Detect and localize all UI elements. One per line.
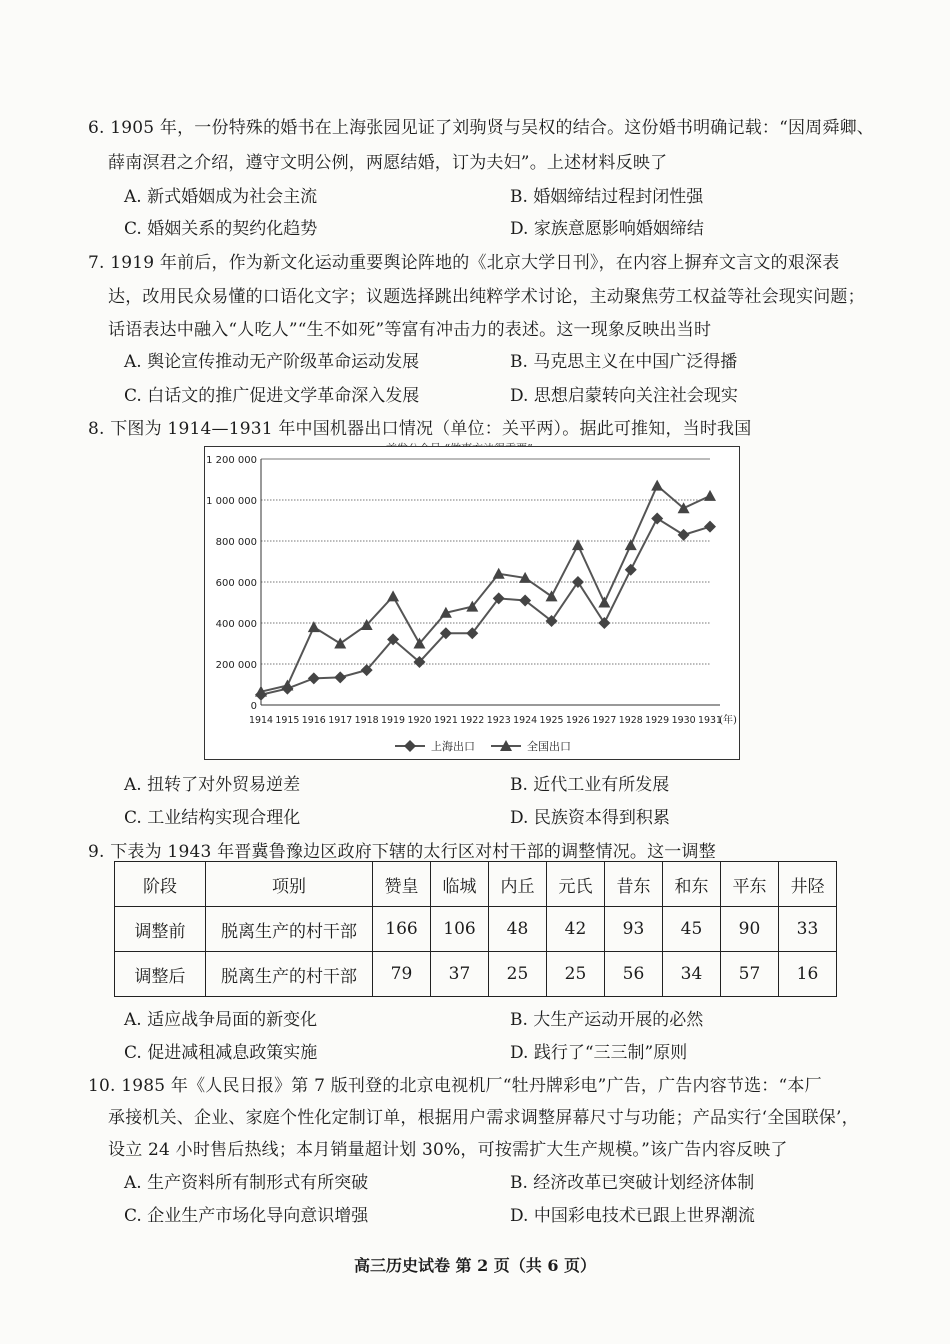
q9-option-d: D. 践行了“三三制”原则	[510, 1043, 688, 1063]
data-point-diamond	[308, 672, 320, 684]
y-tick-label: 600 000	[215, 578, 257, 589]
table-header-row	[115, 862, 837, 907]
q6-option-c: C. 婚姻关系的契约化趋势	[124, 219, 318, 239]
x-axis-label: (年)	[719, 715, 737, 726]
q7-stem-line-3: 话语表达中融入“人吃人”“生不如死”等富有冲击力的表述。这一现象反映出当时	[108, 320, 712, 340]
y-tick-label: 800 000	[215, 537, 257, 548]
data-point-diamond	[651, 512, 663, 524]
q10-stem-line-1: 10. 1985 年《人民日报》第 7 版刊登的北京电视机厂“牡丹牌彩电”广告，广告内容节选：“本厂	[88, 1076, 822, 1096]
data-point-diamond	[704, 521, 716, 533]
q7-option-a: A. 舆论宣传推动无产阶级革命运动发展	[124, 352, 420, 372]
x-tick-label: 1919	[381, 715, 406, 726]
q10-stem-line-2: 承接机关、企业、家庭个性化定制订单，根据用户需求调整屏幕尺寸与功能；产品实行‘全国联保’，	[108, 1108, 859, 1128]
y-tick-label: 0	[250, 701, 257, 712]
x-tick-label: 1928	[618, 715, 644, 726]
table-cell: 79	[373, 952, 431, 997]
series-line-1	[261, 518, 710, 694]
q10-option-a: A. 生产资料所有制形式有所突破	[124, 1173, 369, 1193]
q9-option-a: A. 适应战争局面的新变化	[124, 1010, 318, 1030]
q6-stem-line-1: 6. 1905 年，一份特殊的婚书在上海张园见证了刘驹贤与吴权的结合。这份婚书明确记载：“因周舜卿、	[88, 118, 874, 138]
x-tick-label: 1924	[513, 715, 538, 726]
data-point-triangle	[546, 590, 558, 601]
q7-stem-line-1: 7. 1919 年前后，作为新文化运动重要舆论阵地的《北京大学日刊》，在内容上摒弃文言文的艰深表	[88, 253, 840, 273]
x-tick-label: 1923	[486, 715, 511, 726]
y-tick-label: 1 000 000	[206, 496, 257, 507]
table-cell: 25	[547, 952, 605, 997]
table-cell: 106	[431, 907, 489, 952]
cadre-adjustment-table	[114, 861, 837, 997]
x-tick-label: 1929	[645, 715, 670, 726]
data-point-triangle	[598, 597, 610, 608]
data-point-diamond	[625, 564, 637, 576]
q6-option-d: D. 家族意愿影响婚姻缔结	[510, 219, 704, 239]
q7-option-c: C. 白话文的推广促进文学革命深入发展	[124, 386, 420, 406]
table-header-cell: 临城	[431, 862, 489, 907]
q10-option-d: D. 中国彩电技术已跟上世界潮流	[510, 1206, 755, 1226]
data-point-triangle	[704, 490, 716, 501]
x-tick-label: 1925	[539, 715, 564, 726]
table-row	[115, 907, 837, 952]
x-tick-label: 1931	[698, 715, 722, 726]
table-header-cell: 昔东	[605, 862, 663, 907]
q6-option-b: B. 婚姻缔结过程封闭性强	[510, 187, 704, 207]
table-cell: 90	[721, 907, 779, 952]
x-tick-label: 1920	[407, 715, 432, 726]
x-tick-label: 1916	[301, 715, 327, 726]
table-cell: 166	[373, 907, 431, 952]
data-point-triangle	[334, 638, 346, 649]
table-cell: 48	[489, 907, 547, 952]
q6-option-a: A. 新式婚姻成为社会主流	[124, 187, 318, 207]
table-cell: 16	[779, 952, 837, 997]
x-tick-label: 1915	[275, 715, 300, 726]
table-cell: 25	[489, 952, 547, 997]
table-cell: 调整后	[115, 952, 206, 997]
x-tick-label: 1918	[354, 715, 379, 726]
legend-label: 全国出口	[527, 740, 571, 753]
table-header-cell: 元氏	[547, 862, 605, 907]
table-header-cell: 内丘	[489, 862, 547, 907]
table-cell: 脱离生产的村干部	[206, 907, 373, 952]
x-tick-label: 1914	[249, 715, 274, 726]
table-row	[115, 952, 837, 997]
series-line-2	[261, 486, 710, 692]
q10-stem-line-3: 设立 24 小时售后热线；本月销量超计划 30%，可按需扩大生产规模。”该广告内容反映了	[108, 1140, 788, 1160]
data-point-triangle	[651, 480, 663, 491]
y-tick-label: 200 000	[215, 660, 257, 671]
table-cell: 57	[721, 952, 779, 997]
x-tick-label: 1921	[433, 715, 458, 726]
table-cell: 37	[431, 952, 489, 997]
table-header-cell: 平东	[721, 862, 779, 907]
x-tick-label: 1922	[460, 715, 485, 726]
q8-option-b: B. 近代工业有所发展	[510, 775, 670, 795]
y-tick-label: 1 200 000	[206, 455, 257, 466]
table-header-cell: 赞皇	[373, 862, 431, 907]
x-tick-label: 1926	[565, 715, 591, 726]
chart-canvas	[205, 447, 739, 759]
table-cell: 93	[605, 907, 663, 952]
data-point-triangle	[281, 680, 293, 691]
q8-option-a: A. 扭转了对外贸易逆差	[124, 775, 301, 795]
table-header-cell: 井陉	[779, 862, 837, 907]
q6-stem-line-2: 薛南溟君之介绍，遵守文明公例，两愿结婚，订为夫妇”。上述材料反映了	[108, 153, 668, 173]
data-point-diamond	[598, 617, 610, 629]
export-line-chart	[204, 446, 740, 760]
page-footer: 高三历史试卷 第 2 页（共 6 页）	[353, 1256, 597, 1275]
q7-option-b: B. 马克思主义在中国广泛得播	[510, 352, 738, 372]
x-tick-label: 1927	[592, 715, 617, 726]
q10-option-b: B. 经济改革已突破计划经济体制	[510, 1173, 755, 1193]
legend-marker	[404, 740, 416, 752]
table-header-cell: 项别	[206, 862, 373, 907]
data-point-triangle	[493, 568, 505, 579]
data-point-diamond	[334, 671, 346, 683]
data-point-diamond	[572, 576, 584, 588]
q8-option-c: C. 工业结构实现合理化	[124, 808, 301, 828]
table-cell: 56	[605, 952, 663, 997]
table-cell: 45	[663, 907, 721, 952]
q8-stem-line-1: 8. 下图为 1914—1931 年中国机器出口情况（单位：关平两）。据此可推知，当时我国	[88, 419, 752, 439]
table-cell: 33	[779, 907, 837, 952]
q9-stem-line-1: 9. 下表为 1943 年晋冀鲁豫边区政府下辖的太行区对村干部的调整情况。这一调整	[88, 842, 716, 862]
x-tick-label: 1917	[328, 715, 353, 726]
q9-option-c: C. 促进减租减息政策实施	[124, 1043, 318, 1063]
table-cell: 脱离生产的村干部	[206, 952, 373, 997]
table-header-cell: 阶段	[115, 862, 206, 907]
table-cell: 42	[547, 907, 605, 952]
q9-option-b: B. 大生产运动开展的必然	[510, 1010, 704, 1030]
table-cell: 34	[663, 952, 721, 997]
data-point-triangle	[387, 590, 399, 601]
data-point-diamond	[678, 529, 690, 541]
data-point-triangle	[625, 539, 637, 550]
table-header-cell: 和东	[663, 862, 721, 907]
table-cell: 调整前	[115, 907, 206, 952]
x-tick-label: 1930	[671, 715, 696, 726]
y-tick-label: 400 000	[215, 619, 257, 630]
q7-stem-line-2: 达，改用民众易懂的口语化文字；议题选择跳出纯粹学术讨论，主动聚焦劳工权益等社会现实问题；	[108, 287, 865, 307]
q10-option-c: C. 企业生产市场化导向意识增强	[124, 1206, 369, 1226]
q7-option-d: D. 思想启蒙转向关注社会现实	[510, 386, 738, 406]
q8-option-d: D. 民族资本得到积累	[510, 808, 670, 828]
legend-label: 上海出口	[431, 740, 475, 753]
